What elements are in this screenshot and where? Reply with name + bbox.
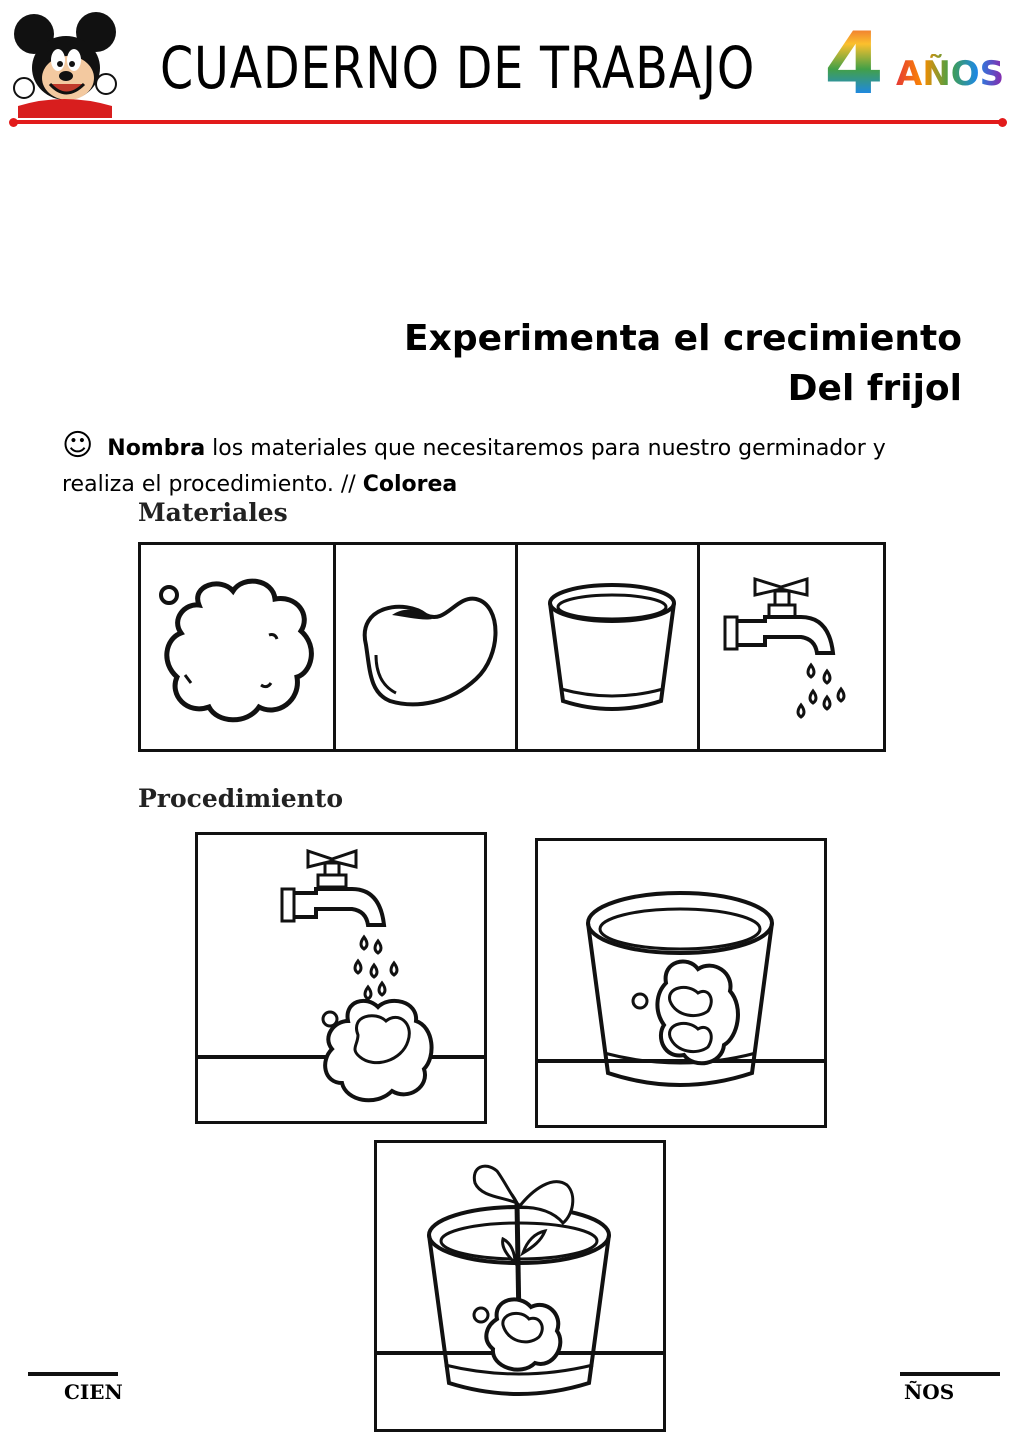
- footer-text-right: ÑOS: [904, 1380, 955, 1404]
- footer-text-left: CIEN: [64, 1380, 123, 1404]
- age-badge-text: AÑOS: [896, 54, 1005, 94]
- heading-line-2: Del frijol: [787, 368, 962, 409]
- cup-icon: [537, 573, 687, 733]
- water-cotton-bean-icon: [198, 835, 484, 1121]
- age-badge-number: 4: [824, 14, 884, 114]
- smiley-icon: ☺: [62, 428, 94, 463]
- instruction-bold-2: Colorea: [362, 472, 458, 497]
- rule-dot-left: [9, 118, 18, 127]
- bean-icon: [346, 575, 506, 725]
- cup-with-beans-icon: [538, 841, 824, 1125]
- rule-dot-right: [998, 118, 1007, 127]
- header-rule: [12, 120, 1002, 124]
- procedure-label: Procedimiento: [138, 784, 344, 813]
- mascot-logo: [8, 6, 120, 118]
- procedure-step-1: [195, 832, 487, 1124]
- footer-rule-left: [28, 1372, 118, 1376]
- materials-strip: [138, 542, 886, 752]
- cotton-icon: [151, 565, 326, 735]
- procedure-step-2: [535, 838, 827, 1128]
- instruction-text: [62, 428, 942, 497]
- instruction-body: los materiales que necesitaremos para nuestro germinador y realiza el procedimiento. //: [62, 436, 886, 497]
- footer-rule-right: [900, 1372, 1000, 1376]
- instruction-bold-1: Nombra: [107, 436, 206, 461]
- age-badge: [822, 14, 1005, 114]
- procedure-step-3: [374, 1140, 666, 1432]
- page-title: CUADERNO DE TRABAJO: [160, 34, 756, 102]
- faucet-icon: [721, 565, 881, 740]
- heading-line-1: Experimenta el crecimiento: [404, 318, 962, 359]
- materials-label: Materiales: [138, 498, 288, 527]
- sprouting-bean-icon: [377, 1143, 663, 1429]
